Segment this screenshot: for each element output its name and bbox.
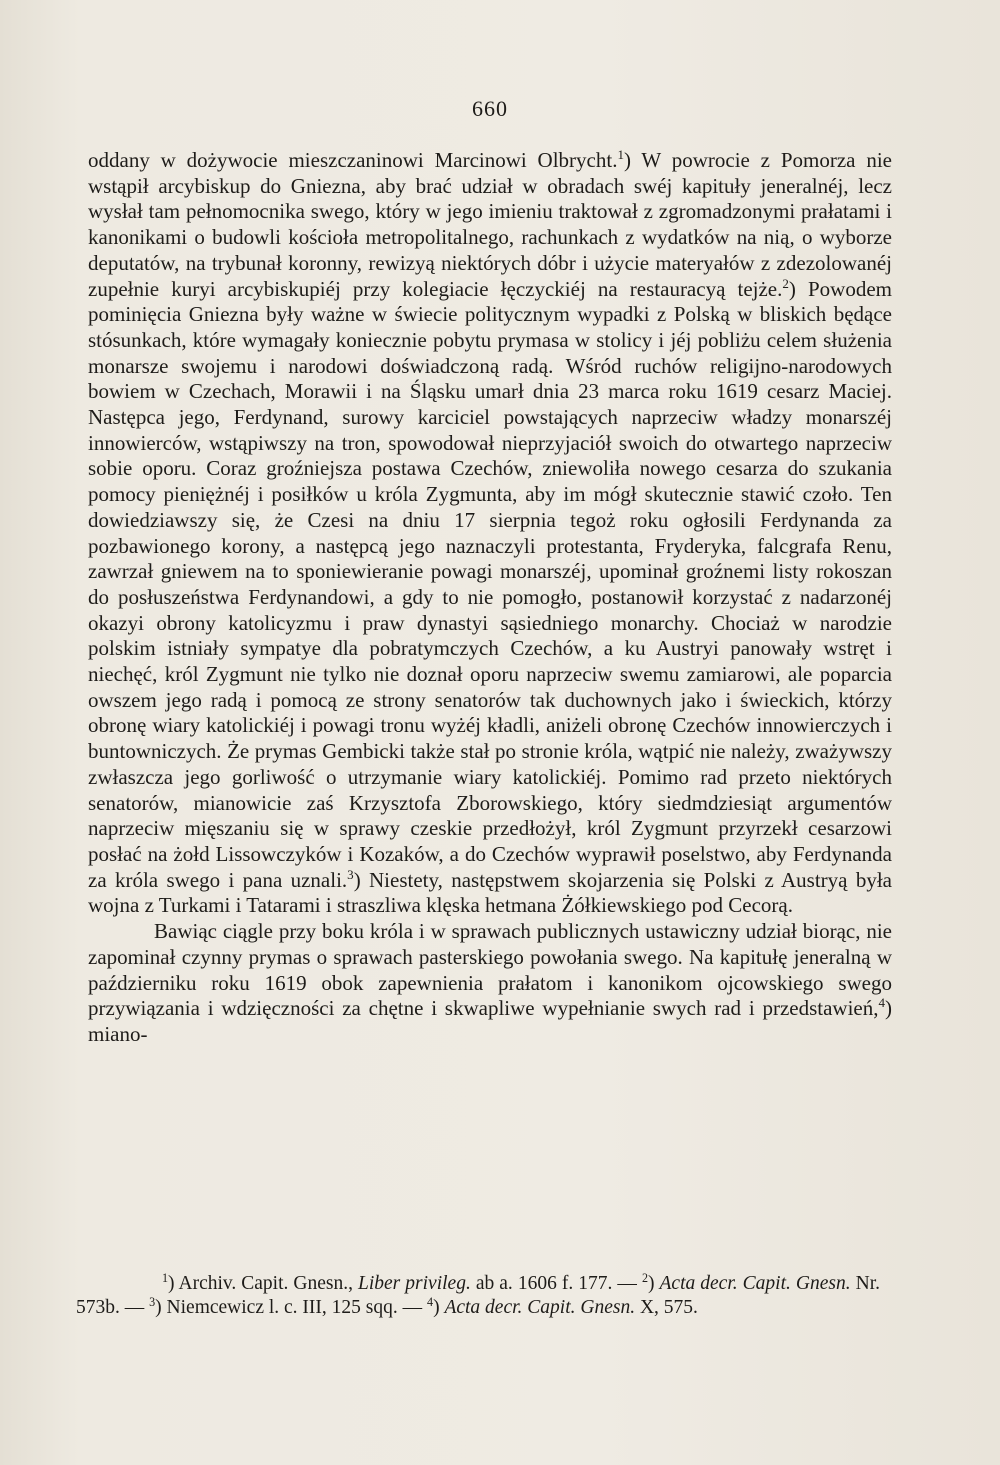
text-run: ) W powrocie z Pomorza nie wstąpił arcybiskup do Gniezna, aby brać udział w obradach swéj kapituły jeneralnéj, lecz wysłał tam pełnomocnika swego, który w jego imieniu traktował z zgromadzonymi prałatami i kanonikami o budowli kościoła metropolitalnego, rachunkach z wydatków na nią, o wyborze deputatów, na trybunał koronny, rewizyą niektórych dóbr i użycie materyałów z zdezolowanéj zupełnie kuryi arcybiskupiéj przy kolegiacie łęczyckiéj na restauracyą tejże. <box>88 148 892 301</box>
italic-text: Liber privileg. <box>358 1273 471 1294</box>
text-run: ) Powodem pominięcia Gniezna były ważne w świecie politycznym wypadki z Polską w bliskich będące stósunkach, które wymagały koniecznie pobytu prymasa w stolicy i jéj pobliżu celem służenia monarsze swojemu i narodowi doświadczoną radą. Wśród ruchów religijno-narodowych bowiem w Czechach, Morawii i na Śląsku umarł dnia 23 marca roku 1619 cesarz Maciej. Następca jego, Ferdynand, surowy karciciel powstających naprzeciw władzy monarszéj innowierców, wstąpiwszy na tron, spowodował nieprzyjaciół swoich do otwartego naprzeciw sobie oporu. Coraz groźniejsza postawa Czechów, zniewoliła nowego cesarza do szukania pomocy pieniężnéj i posiłków u króla Zygmunta, aby im mógł skutecznie stawić czoło. Ten dowiedziawszy się, że Czesi na dniu 17 sierpnia tegoż roku ogłosili Ferdynanda za pozbawionego korony, a następcą jego naznaczyli protestanta, Fryderyka, falcgrafa Renu, zawrzał gniewem na to sponiewieranie powagi monarszéj, upominał groźnemi listy rokoszan do posłuszeństwa Ferdynandowi, a gdy to nie pomogło, postanowił korzystać z nadarzonéj okazyi obrony katolicyzmu i praw dynastyi sąsiedniego monarchy. Chociaż w narodzie polskim istniały sympatye dla pobratymczych Czechów, a ku Austryi panowały wstręt i niechęć, król Zygmunt nie tylko nie doznał oporu naprzeciw swemu zamiarowi, ale poparcia owszem jego radą i pomocą ze strony senatorów tak duchownych jako i świeckich, którzy obronę wiary katolickiéj i powagi tronu wyżéj kładli, aniżeli obronę Czechów innowierczych i buntowniczych. Że prymas Gembicki także stał po stronie króla, wątpić nie należy, zważywszy zwłaszcza jego gorliwość o utrzymanie wiary katolickiéj. Pomimo rad przeto niektórych senatorów, mianowicie zaś Krzysztofa Zborowskiego, który siedmdziesiąt argumentów naprzeciw mięszaniu się w sprawy czeskie przedłożył, król Zygmunt przyrzekł cesarzowi posłać na żołd Lissowczyków i Kozaków, a do Czechów wyprawił poselstwo, aby Ferdynanda za króla swego i pana uznali. <box>88 276 892 892</box>
text-run: ) <box>433 1296 445 1318</box>
footnote-marker: 3 <box>347 866 354 882</box>
paragraph <box>88 148 892 919</box>
footnote-marker: 3 <box>149 1294 156 1309</box>
footnote-marker: 2 <box>641 1270 648 1285</box>
italic-text: Acta decr. Capit. Gnesn. <box>659 1273 851 1294</box>
text-run: X, 575. <box>635 1296 698 1318</box>
text-run: ) Niestety, następstwem skojarzenia się Polski z Austryą była wojna z Turkami i Tatarami i straszliwa klęska hetmana Żółkiewskiego pod Cecorą. <box>88 867 892 918</box>
text-run: ) miano- <box>88 996 892 1046</box>
footnote-marker: 4 <box>878 995 885 1011</box>
text-run: ab a. 1606 f. 177. — <box>470 1273 642 1294</box>
text-run: ) <box>647 1273 660 1294</box>
italic-text: Acta decr. Capit. Gnesn. <box>444 1296 636 1318</box>
footnote-marker: 4 <box>427 1294 434 1309</box>
footnote-text <box>76 1272 880 1320</box>
footnote-marker: 1 <box>162 1270 169 1285</box>
footnote-marker: 2 <box>782 275 789 291</box>
page-number: 660 <box>472 96 508 121</box>
text-run: oddany w dożywocie mieszczaninowi Marcinowi Olbrycht. <box>88 148 618 172</box>
footnotes <box>76 1272 880 1320</box>
text-run: Nr. 573b. — <box>76 1273 881 1318</box>
body-text <box>88 148 892 1048</box>
text-run: ) Niemcewicz l. c. III, 125 sqq. — <box>155 1296 428 1318</box>
paragraph <box>88 919 892 1048</box>
footnote-marker: 1 <box>617 147 624 163</box>
text-run: ) Archiv. Capit. Gnesn., <box>168 1273 359 1294</box>
text-run: Bawiąc ciągle przy boku króla i w sprawach publicznych ustawiczny udział biorąc, nie zapominał czynny prymas o sprawach pasterskiego powołania swego. Na kapitułę jeneralną w październiku roku 1619 obok zapewnienia prałatom i kanonikom ojcowskiego swego przywiązania i wdzięczności za chętne i skwapliwe wypełnianie swych rad i przedstawień, <box>88 919 892 1021</box>
